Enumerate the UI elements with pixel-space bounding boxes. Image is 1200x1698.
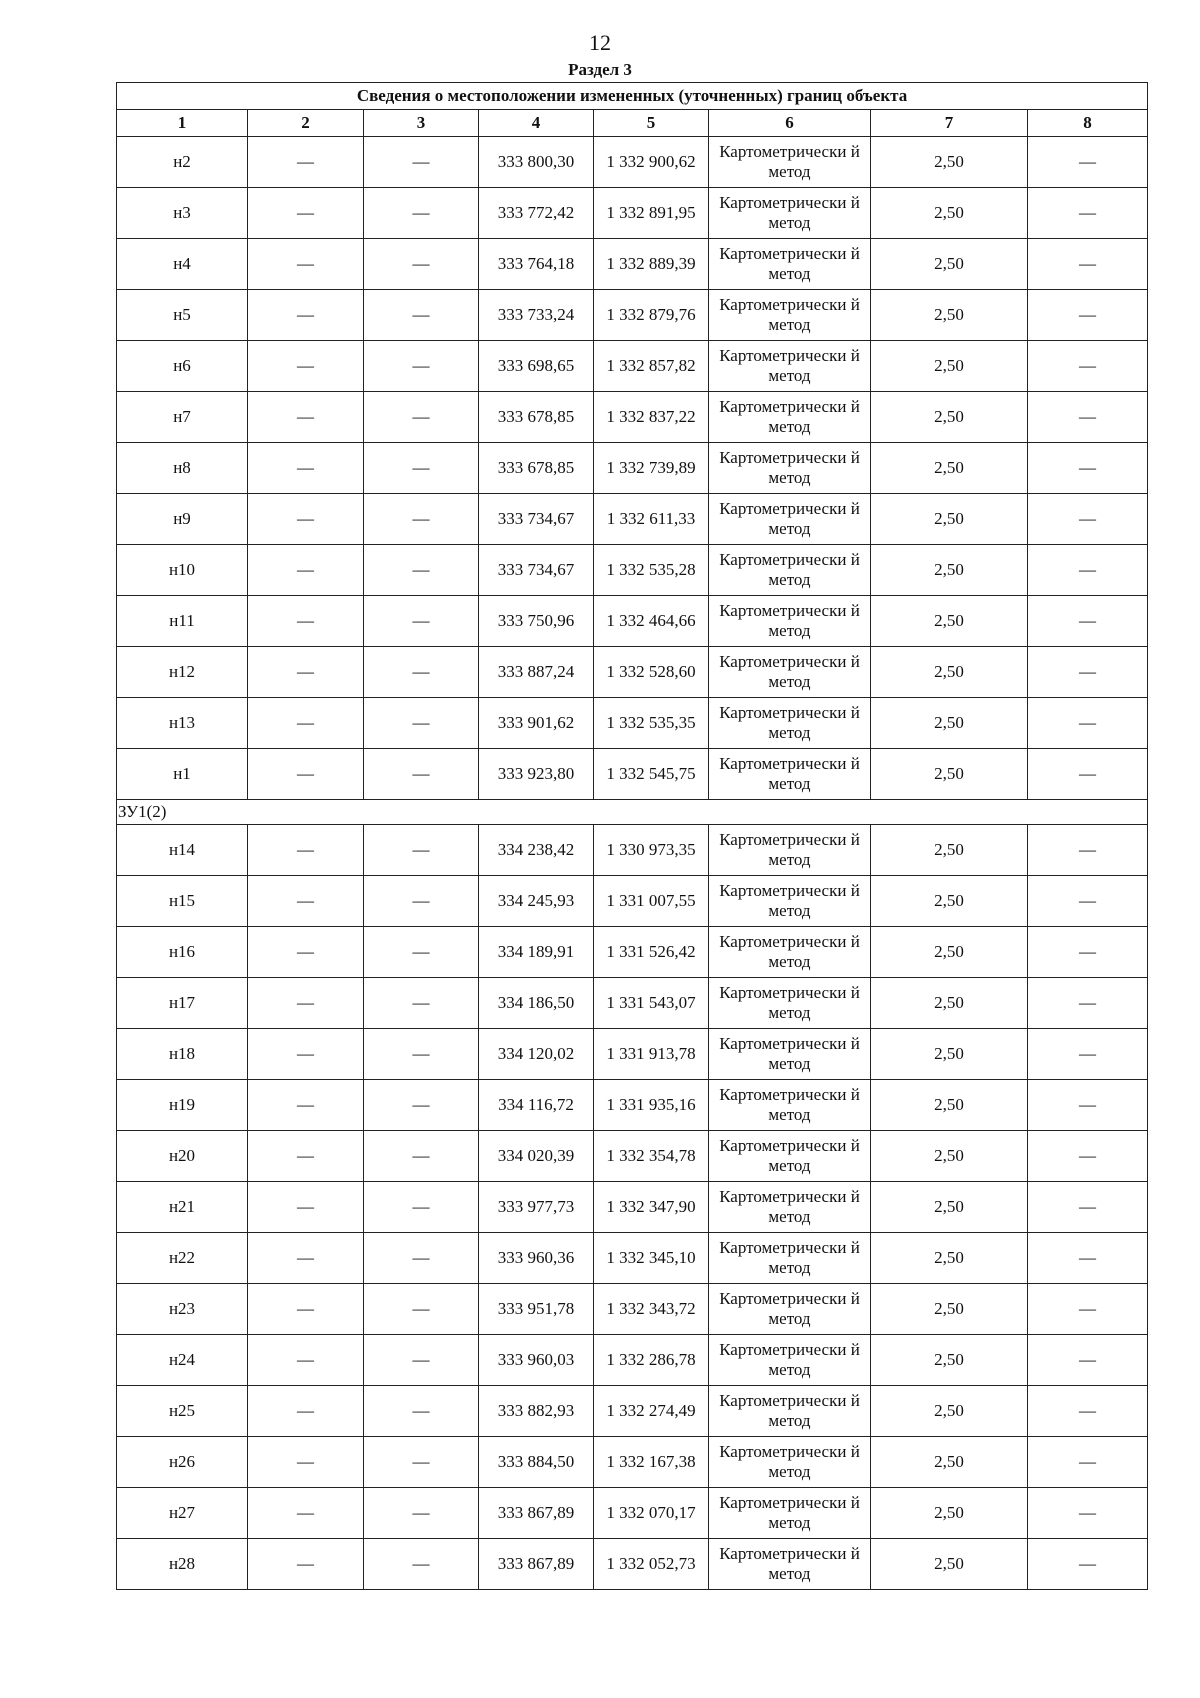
method-cell: Картометрически й метод: [709, 443, 871, 494]
method-cell: Картометрически й метод: [709, 341, 871, 392]
column-2-cell: —: [248, 392, 364, 443]
table-row: [117, 188, 1148, 239]
y-coordinate-cell: 1 332 900,62: [594, 137, 709, 188]
column-8-cell: —: [1028, 1080, 1148, 1131]
column-8-cell: —: [1028, 978, 1148, 1029]
point-number-cell: н2: [117, 137, 248, 188]
column-3-cell: —: [364, 647, 479, 698]
column-2-cell: —: [248, 1284, 364, 1335]
table-row: [117, 1284, 1148, 1335]
column-8-cell: —: [1028, 647, 1148, 698]
table-row: [117, 825, 1148, 876]
point-number-cell: н1: [117, 749, 248, 800]
column-3-cell: —: [364, 239, 479, 290]
column-8-cell: —: [1028, 392, 1148, 443]
method-cell: Картометрически й метод: [709, 1386, 871, 1437]
method-cell: Картометрически й метод: [709, 545, 871, 596]
y-coordinate-cell: 1 332 274,49: [594, 1386, 709, 1437]
table-row: [117, 1488, 1148, 1539]
accuracy-cell: 2,50: [871, 1233, 1028, 1284]
x-coordinate-cell: 333 698,65: [479, 341, 594, 392]
point-number-cell: н6: [117, 341, 248, 392]
point-number-cell: н21: [117, 1182, 248, 1233]
y-coordinate-cell: 1 332 889,39: [594, 239, 709, 290]
column-8-cell: —: [1028, 443, 1148, 494]
column-2-cell: —: [248, 1437, 364, 1488]
column-2-cell: —: [248, 1386, 364, 1437]
y-coordinate-cell: 1 332 343,72: [594, 1284, 709, 1335]
x-coordinate-cell: 333 960,03: [479, 1335, 594, 1386]
x-coordinate-cell: 333 678,85: [479, 392, 594, 443]
column-8-cell: —: [1028, 239, 1148, 290]
column-header: 3: [364, 110, 479, 137]
point-number-cell: н13: [117, 698, 248, 749]
accuracy-cell: 2,50: [871, 290, 1028, 341]
table-row: [117, 239, 1148, 290]
accuracy-cell: 2,50: [871, 647, 1028, 698]
column-2-cell: —: [248, 876, 364, 927]
table-row: [117, 927, 1148, 978]
accuracy-cell: 2,50: [871, 545, 1028, 596]
column-header: 6: [709, 110, 871, 137]
table-row: [117, 1131, 1148, 1182]
y-coordinate-cell: 1 331 007,55: [594, 876, 709, 927]
method-cell: Картометрически й метод: [709, 1233, 871, 1284]
column-2-cell: —: [248, 749, 364, 800]
column-header: 4: [479, 110, 594, 137]
method-cell: Картометрически й метод: [709, 978, 871, 1029]
table-row: [117, 1437, 1148, 1488]
column-8-cell: —: [1028, 1386, 1148, 1437]
point-number-cell: н24: [117, 1335, 248, 1386]
column-3-cell: —: [364, 825, 479, 876]
accuracy-cell: 2,50: [871, 1386, 1028, 1437]
method-cell: Картометрически й метод: [709, 825, 871, 876]
column-3-cell: —: [364, 1539, 479, 1590]
column-3-cell: —: [364, 1335, 479, 1386]
accuracy-cell: 2,50: [871, 1080, 1028, 1131]
column-2-cell: —: [248, 239, 364, 290]
method-cell: Картометрически й метод: [709, 1437, 871, 1488]
y-coordinate-cell: 1 332 879,76: [594, 290, 709, 341]
y-coordinate-cell: 1 331 543,07: [594, 978, 709, 1029]
y-coordinate-cell: 1 332 347,90: [594, 1182, 709, 1233]
column-3-cell: —: [364, 1029, 479, 1080]
column-8-cell: —: [1028, 137, 1148, 188]
column-8-cell: —: [1028, 188, 1148, 239]
table-row: [117, 443, 1148, 494]
table-row: [117, 392, 1148, 443]
table-row: [117, 137, 1148, 188]
y-coordinate-cell: 1 331 526,42: [594, 927, 709, 978]
table-row: [117, 1029, 1148, 1080]
column-8-cell: —: [1028, 494, 1148, 545]
accuracy-cell: 2,50: [871, 239, 1028, 290]
y-coordinate-cell: 1 332 535,35: [594, 698, 709, 749]
point-number-cell: н4: [117, 239, 248, 290]
accuracy-cell: 2,50: [871, 1335, 1028, 1386]
group-header-row: [117, 800, 1148, 825]
y-coordinate-cell: 1 332 857,82: [594, 341, 709, 392]
column-2-cell: —: [248, 698, 364, 749]
column-2-cell: —: [248, 1233, 364, 1284]
y-coordinate-cell: 1 332 354,78: [594, 1131, 709, 1182]
column-8-cell: —: [1028, 1182, 1148, 1233]
x-coordinate-cell: 333 772,42: [479, 188, 594, 239]
method-cell: Картометрически й метод: [709, 392, 871, 443]
x-coordinate-cell: 333 977,73: [479, 1182, 594, 1233]
accuracy-cell: 2,50: [871, 341, 1028, 392]
column-3-cell: —: [364, 596, 479, 647]
y-coordinate-cell: 1 332 464,66: [594, 596, 709, 647]
x-coordinate-cell: 333 750,96: [479, 596, 594, 647]
column-2-cell: —: [248, 978, 364, 1029]
column-3-cell: —: [364, 545, 479, 596]
column-2-cell: —: [248, 647, 364, 698]
column-8-cell: —: [1028, 1539, 1148, 1590]
column-3-cell: —: [364, 341, 479, 392]
table-row: [117, 1539, 1148, 1590]
x-coordinate-cell: 333 678,85: [479, 443, 594, 494]
table-row: [117, 1335, 1148, 1386]
table-row: [117, 1386, 1148, 1437]
column-2-cell: —: [248, 188, 364, 239]
accuracy-cell: 2,50: [871, 876, 1028, 927]
table-row: [117, 290, 1148, 341]
point-number-cell: н5: [117, 290, 248, 341]
x-coordinate-cell: 334 189,91: [479, 927, 594, 978]
column-3-cell: —: [364, 1182, 479, 1233]
method-cell: Картометрически й метод: [709, 698, 871, 749]
point-number-cell: н12: [117, 647, 248, 698]
x-coordinate-cell: 333 923,80: [479, 749, 594, 800]
column-8-cell: —: [1028, 927, 1148, 978]
point-number-cell: н27: [117, 1488, 248, 1539]
y-coordinate-cell: 1 332 070,17: [594, 1488, 709, 1539]
column-2-cell: —: [248, 290, 364, 341]
y-coordinate-cell: 1 332 611,33: [594, 494, 709, 545]
x-coordinate-cell: 333 884,50: [479, 1437, 594, 1488]
column-8-cell: —: [1028, 1131, 1148, 1182]
y-coordinate-cell: 1 332 545,75: [594, 749, 709, 800]
method-cell: Картометрически й метод: [709, 1284, 871, 1335]
x-coordinate-cell: 334 186,50: [479, 978, 594, 1029]
point-number-cell: н28: [117, 1539, 248, 1590]
column-8-cell: —: [1028, 341, 1148, 392]
column-8-cell: —: [1028, 876, 1148, 927]
accuracy-cell: 2,50: [871, 698, 1028, 749]
column-3-cell: —: [364, 1386, 479, 1437]
x-coordinate-cell: 333 951,78: [479, 1284, 594, 1335]
method-cell: Картометрически й метод: [709, 1029, 871, 1080]
x-coordinate-cell: 334 245,93: [479, 876, 594, 927]
column-3-cell: —: [364, 1080, 479, 1131]
method-cell: Картометрически й метод: [709, 494, 871, 545]
column-3-cell: —: [364, 1437, 479, 1488]
y-coordinate-cell: 1 332 345,10: [594, 1233, 709, 1284]
column-3-cell: —: [364, 698, 479, 749]
table-row: [117, 749, 1148, 800]
point-number-cell: н14: [117, 825, 248, 876]
column-3-cell: —: [364, 290, 479, 341]
point-number-cell: н22: [117, 1233, 248, 1284]
y-coordinate-cell: 1 331 935,16: [594, 1080, 709, 1131]
table-row: [117, 596, 1148, 647]
column-8-cell: —: [1028, 1029, 1148, 1080]
column-2-cell: —: [248, 1539, 364, 1590]
table-row: [117, 698, 1148, 749]
point-number-cell: н9: [117, 494, 248, 545]
column-2-cell: —: [248, 1335, 364, 1386]
point-number-cell: н11: [117, 596, 248, 647]
method-cell: Картометрически й метод: [709, 1131, 871, 1182]
x-coordinate-cell: 333 901,62: [479, 698, 594, 749]
accuracy-cell: 2,50: [871, 1029, 1028, 1080]
accuracy-cell: 2,50: [871, 978, 1028, 1029]
column-8-cell: —: [1028, 545, 1148, 596]
x-coordinate-cell: 333 764,18: [479, 239, 594, 290]
method-cell: Картометрически й метод: [709, 1080, 871, 1131]
column-2-cell: —: [248, 1029, 364, 1080]
column-3-cell: —: [364, 978, 479, 1029]
accuracy-cell: 2,50: [871, 494, 1028, 545]
accuracy-cell: 2,50: [871, 596, 1028, 647]
accuracy-cell: 2,50: [871, 1131, 1028, 1182]
point-number-cell: н3: [117, 188, 248, 239]
column-2-cell: —: [248, 1131, 364, 1182]
column-3-cell: —: [364, 927, 479, 978]
y-coordinate-cell: 1 332 837,22: [594, 392, 709, 443]
accuracy-cell: 2,50: [871, 749, 1028, 800]
table-row: [117, 341, 1148, 392]
column-8-cell: —: [1028, 1437, 1148, 1488]
x-coordinate-cell: 333 733,24: [479, 290, 594, 341]
accuracy-cell: 2,50: [871, 1437, 1028, 1488]
column-2-cell: —: [248, 825, 364, 876]
column-2-cell: —: [248, 494, 364, 545]
x-coordinate-cell: 333 887,24: [479, 647, 594, 698]
column-header: 7: [871, 110, 1028, 137]
point-number-cell: н26: [117, 1437, 248, 1488]
y-coordinate-cell: 1 332 052,73: [594, 1539, 709, 1590]
column-3-cell: —: [364, 1284, 479, 1335]
method-cell: Картометрически й метод: [709, 188, 871, 239]
column-3-cell: —: [364, 1233, 479, 1284]
column-header: 5: [594, 110, 709, 137]
method-cell: Картометрически й метод: [709, 1539, 871, 1590]
coordinates-table: [116, 82, 1148, 1590]
accuracy-cell: 2,50: [871, 188, 1028, 239]
column-3-cell: —: [364, 1488, 479, 1539]
column-2-cell: —: [248, 545, 364, 596]
x-coordinate-cell: 333 882,93: [479, 1386, 594, 1437]
column-2-cell: —: [248, 1080, 364, 1131]
table-row: [117, 1233, 1148, 1284]
column-8-cell: —: [1028, 825, 1148, 876]
x-coordinate-cell: 333 734,67: [479, 545, 594, 596]
y-coordinate-cell: 1 332 167,38: [594, 1437, 709, 1488]
method-cell: Картометрически й метод: [709, 876, 871, 927]
x-coordinate-cell: 333 867,89: [479, 1488, 594, 1539]
y-coordinate-cell: 1 332 528,60: [594, 647, 709, 698]
column-header: 8: [1028, 110, 1148, 137]
column-2-cell: —: [248, 443, 364, 494]
method-cell: Картометрически й метод: [709, 137, 871, 188]
column-8-cell: —: [1028, 1284, 1148, 1335]
column-2-cell: —: [248, 1488, 364, 1539]
column-8-cell: —: [1028, 749, 1148, 800]
column-3-cell: —: [364, 137, 479, 188]
table-row: [117, 876, 1148, 927]
accuracy-cell: 2,50: [871, 1488, 1028, 1539]
y-coordinate-cell: 1 332 286,78: [594, 1335, 709, 1386]
accuracy-cell: 2,50: [871, 392, 1028, 443]
point-number-cell: н16: [117, 927, 248, 978]
column-header: 1: [117, 110, 248, 137]
point-number-cell: н18: [117, 1029, 248, 1080]
section-title: Раздел 3: [568, 60, 632, 79]
table-body: [117, 137, 1148, 1590]
method-cell: Картометрически й метод: [709, 596, 871, 647]
y-coordinate-cell: 1 332 739,89: [594, 443, 709, 494]
column-2-cell: —: [248, 596, 364, 647]
table-row: [117, 1182, 1148, 1233]
column-2-cell: —: [248, 927, 364, 978]
y-coordinate-cell: 1 332 891,95: [594, 188, 709, 239]
accuracy-cell: 2,50: [871, 1284, 1028, 1335]
accuracy-cell: 2,50: [871, 825, 1028, 876]
column-3-cell: —: [364, 392, 479, 443]
column-2-cell: —: [248, 137, 364, 188]
x-coordinate-cell: 334 120,02: [479, 1029, 594, 1080]
table-row: [117, 978, 1148, 1029]
column-8-cell: —: [1028, 1233, 1148, 1284]
column-3-cell: —: [364, 749, 479, 800]
point-number-cell: н20: [117, 1131, 248, 1182]
column-8-cell: —: [1028, 1335, 1148, 1386]
x-coordinate-cell: 333 800,30: [479, 137, 594, 188]
accuracy-cell: 2,50: [871, 1182, 1028, 1233]
column-2-cell: —: [248, 341, 364, 392]
method-cell: Картометрически й метод: [709, 927, 871, 978]
column-3-cell: —: [364, 494, 479, 545]
x-coordinate-cell: 334 238,42: [479, 825, 594, 876]
point-number-cell: н17: [117, 978, 248, 1029]
column-2-cell: —: [248, 1182, 364, 1233]
method-cell: Картометрически й метод: [709, 290, 871, 341]
column-3-cell: —: [364, 876, 479, 927]
x-coordinate-cell: 334 116,72: [479, 1080, 594, 1131]
y-coordinate-cell: 1 330 973,35: [594, 825, 709, 876]
point-number-cell: н25: [117, 1386, 248, 1437]
column-3-cell: —: [364, 188, 479, 239]
table-caption: Сведения о местоположении измененных (уточненных) границ объекта: [117, 83, 1148, 110]
point-number-cell: н10: [117, 545, 248, 596]
y-coordinate-cell: 1 332 535,28: [594, 545, 709, 596]
column-3-cell: —: [364, 443, 479, 494]
method-cell: Картометрически й метод: [709, 1182, 871, 1233]
table-row: [117, 1080, 1148, 1131]
method-cell: Картометрически й метод: [709, 1335, 871, 1386]
table-row: [117, 494, 1148, 545]
page-number: 12: [589, 30, 611, 55]
accuracy-cell: 2,50: [871, 137, 1028, 188]
point-number-cell: н8: [117, 443, 248, 494]
point-number-cell: н23: [117, 1284, 248, 1335]
x-coordinate-cell: 334 020,39: [479, 1131, 594, 1182]
point-number-cell: н15: [117, 876, 248, 927]
group-label: ЗУ1(2): [117, 800, 1148, 825]
column-8-cell: —: [1028, 698, 1148, 749]
method-cell: Картометрически й метод: [709, 239, 871, 290]
column-number-row: [117, 110, 1148, 137]
column-8-cell: —: [1028, 290, 1148, 341]
column-8-cell: —: [1028, 1488, 1148, 1539]
point-number-cell: н19: [117, 1080, 248, 1131]
table-row: [117, 545, 1148, 596]
accuracy-cell: 2,50: [871, 443, 1028, 494]
table-row: [117, 647, 1148, 698]
point-number-cell: н7: [117, 392, 248, 443]
column-3-cell: —: [364, 1131, 479, 1182]
method-cell: Картометрически й метод: [709, 749, 871, 800]
x-coordinate-cell: 333 734,67: [479, 494, 594, 545]
column-8-cell: —: [1028, 596, 1148, 647]
method-cell: Картометрически й метод: [709, 1488, 871, 1539]
accuracy-cell: 2,50: [871, 927, 1028, 978]
x-coordinate-cell: 333 867,89: [479, 1539, 594, 1590]
x-coordinate-cell: 333 960,36: [479, 1233, 594, 1284]
column-header: 2: [248, 110, 364, 137]
y-coordinate-cell: 1 331 913,78: [594, 1029, 709, 1080]
method-cell: Картометрически й метод: [709, 647, 871, 698]
accuracy-cell: 2,50: [871, 1539, 1028, 1590]
